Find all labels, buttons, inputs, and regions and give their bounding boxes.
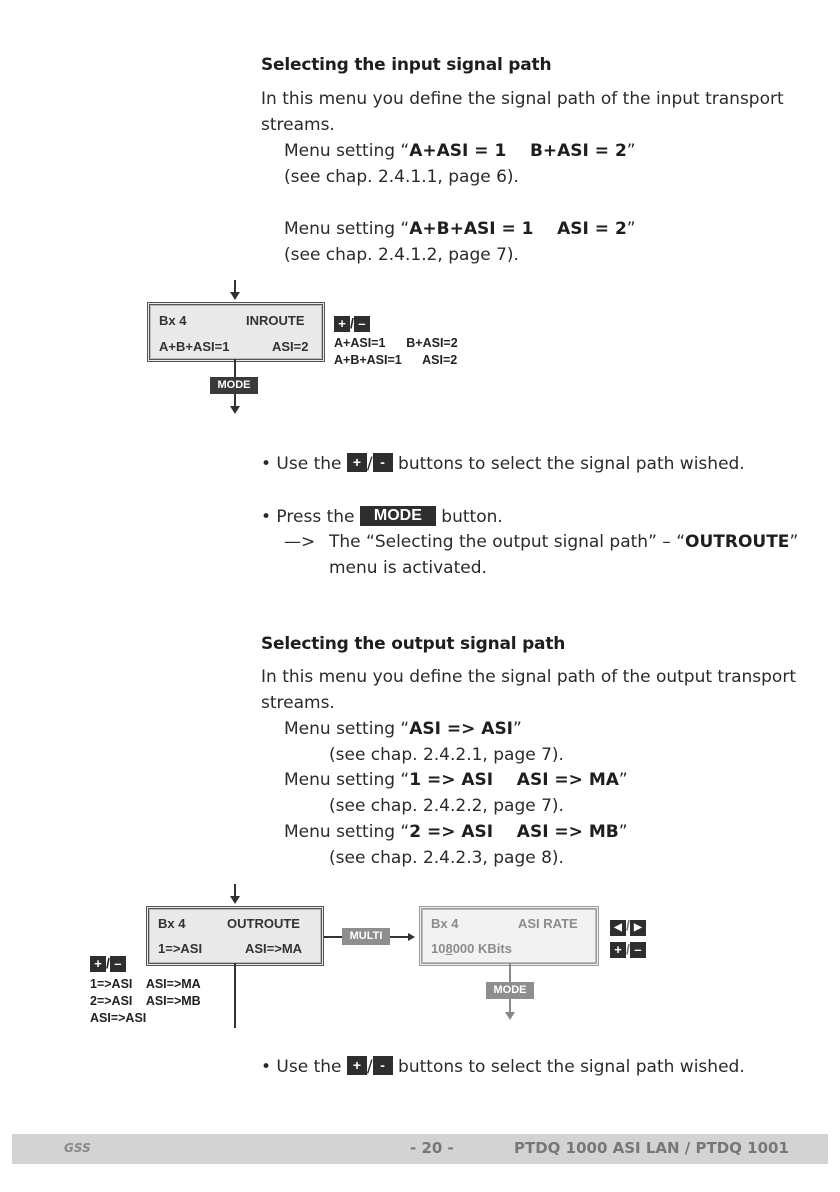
flow-line	[390, 936, 408, 938]
lcd-line1-left: Bx 4	[158, 916, 186, 931]
mode-tag: MODE	[210, 377, 258, 394]
option-label-1: 1=>ASI ASI=>MA	[90, 977, 201, 991]
flow-line	[509, 963, 511, 982]
intro-line-2: streams.	[261, 115, 335, 135]
intro-line-2: streams.	[261, 693, 335, 713]
arrow-keys: ◀ / ▶	[610, 915, 646, 933]
option-label-2: 2=>ASI ASI=>MB	[90, 994, 201, 1008]
plus-key-icon: +	[334, 316, 350, 332]
menu-setting-2: Menu setting “1 => ASI ASI => MA”	[284, 770, 628, 790]
lcd-display-outroute	[146, 906, 324, 966]
lcd-line2-right: ASI=>MA	[245, 941, 303, 956]
lcd-display-asi-rate	[419, 906, 599, 966]
lcd-display-inroute	[147, 302, 325, 362]
arrow-down-icon	[230, 896, 240, 904]
slash: /	[350, 315, 354, 331]
arrow-right-icon	[408, 933, 415, 941]
minus-key-icon: -	[373, 453, 393, 472]
plus-key-icon: +	[90, 956, 106, 972]
mode-tag: MODE	[486, 982, 534, 999]
result-arrow: —>	[284, 532, 316, 552]
lcd-line1-right: INROUTE	[246, 313, 305, 328]
lcd-line1-right: ASI RATE	[518, 916, 578, 931]
plus-key-icon: +	[347, 1056, 367, 1075]
plus-minus-keys-left: + / –	[90, 953, 126, 971]
mode-key-icon: MODE	[360, 506, 436, 526]
plus-key-icon: +	[610, 942, 626, 958]
menu-setting-2: Menu setting “A+B+ASI = 1 ASI = 2”	[284, 219, 636, 239]
instruction-use-buttons-2: • Use the + / - buttons to select the signal path wished.	[261, 1057, 745, 1077]
section-heading-input-path: Selecting the input signal path	[261, 55, 552, 75]
menu-setting-1-ref: (see chap. 2.4.2.1, page 7).	[329, 745, 564, 765]
lcd-line1-left: Bx 4	[159, 313, 187, 328]
menu-setting-value: A+B+ASI = 1 ASI = 2	[409, 219, 627, 239]
arrow-down-icon	[230, 406, 240, 414]
lcd-line1-right: OUTROUTE	[227, 916, 300, 931]
right-arrow-key-icon: ▶	[630, 920, 646, 936]
option-label-3: ASI=>ASI	[90, 1011, 147, 1025]
lcd-line1-left: Bx 4	[431, 916, 459, 931]
menu-setting-2-ref: (see chap. 2.4.2.2, page 7).	[329, 796, 564, 816]
section-heading-output-path: Selecting the output signal path	[261, 634, 566, 654]
instruction-use-buttons: • Use the + / - buttons to select the signal path wished.	[261, 454, 745, 474]
result-line-1: The “Selecting the output signal path” – “OUTROUTE”	[329, 532, 799, 552]
cursor-digit: 8	[445, 941, 453, 956]
flow-line	[324, 936, 342, 938]
menu-setting-3-ref: (see chap. 2.4.2.3, page 8).	[329, 848, 564, 868]
plus-minus-keys	[334, 313, 370, 331]
result-line-2: menu is activated.	[329, 558, 487, 578]
arrow-down-icon	[230, 292, 240, 300]
menu-setting-1-ref: (see chap. 2.4.1.1, page 6).	[284, 167, 519, 187]
page-footer	[12, 1134, 828, 1164]
option-label-1: A+ASI=1 B+ASI=2	[334, 336, 458, 350]
instruction-press-mode: • Press the MODE button.	[261, 507, 503, 527]
menu-setting-1: Menu setting “A+ASI = 1 B+ASI = 2”	[284, 141, 636, 161]
intro-line-1: In this menu you define the signal path of the input transport	[261, 89, 784, 109]
arrow-down-icon	[505, 1012, 515, 1020]
lcd-line2-right: ASI=2	[272, 339, 309, 354]
menu-setting-3: Menu setting “2 => ASI ASI => MB”	[284, 822, 628, 842]
flow-line	[234, 359, 236, 377]
flow-line	[234, 963, 236, 1028]
minus-key-icon: –	[110, 956, 126, 972]
intro-line-1: In this menu you define the signal path of the output transport	[261, 667, 796, 687]
minus-key-icon: –	[630, 942, 646, 958]
product-model: PTDQ 1000 ASI LAN / PTDQ 1001	[514, 1139, 789, 1157]
flow-line	[509, 999, 511, 1013]
lcd-line2-left: A+B+ASI=1	[159, 339, 230, 354]
lcd-line2-left: 1=>ASI	[158, 941, 203, 956]
plus-minus-keys: + / –	[610, 939, 646, 957]
minus-key-icon: -	[373, 1056, 393, 1075]
left-arrow-key-icon: ◀	[610, 920, 626, 936]
multi-tag: MULTI	[342, 928, 390, 945]
plus-key-icon: +	[347, 453, 367, 472]
lcd-line2-rate: 108000 KBits	[431, 941, 512, 956]
page-number: - 20 -	[410, 1139, 454, 1157]
menu-setting-1: Menu setting “ASI => ASI”	[284, 719, 522, 739]
menu-setting-value: A+ASI = 1 B+ASI = 2	[409, 141, 627, 161]
menu-setting-2-ref: (see chap. 2.4.1.2, page 7).	[284, 245, 519, 265]
gss-logo: GSS	[64, 1141, 91, 1155]
minus-key-icon: –	[354, 316, 370, 332]
option-label-2: A+B+ASI=1 ASI=2	[334, 353, 458, 367]
